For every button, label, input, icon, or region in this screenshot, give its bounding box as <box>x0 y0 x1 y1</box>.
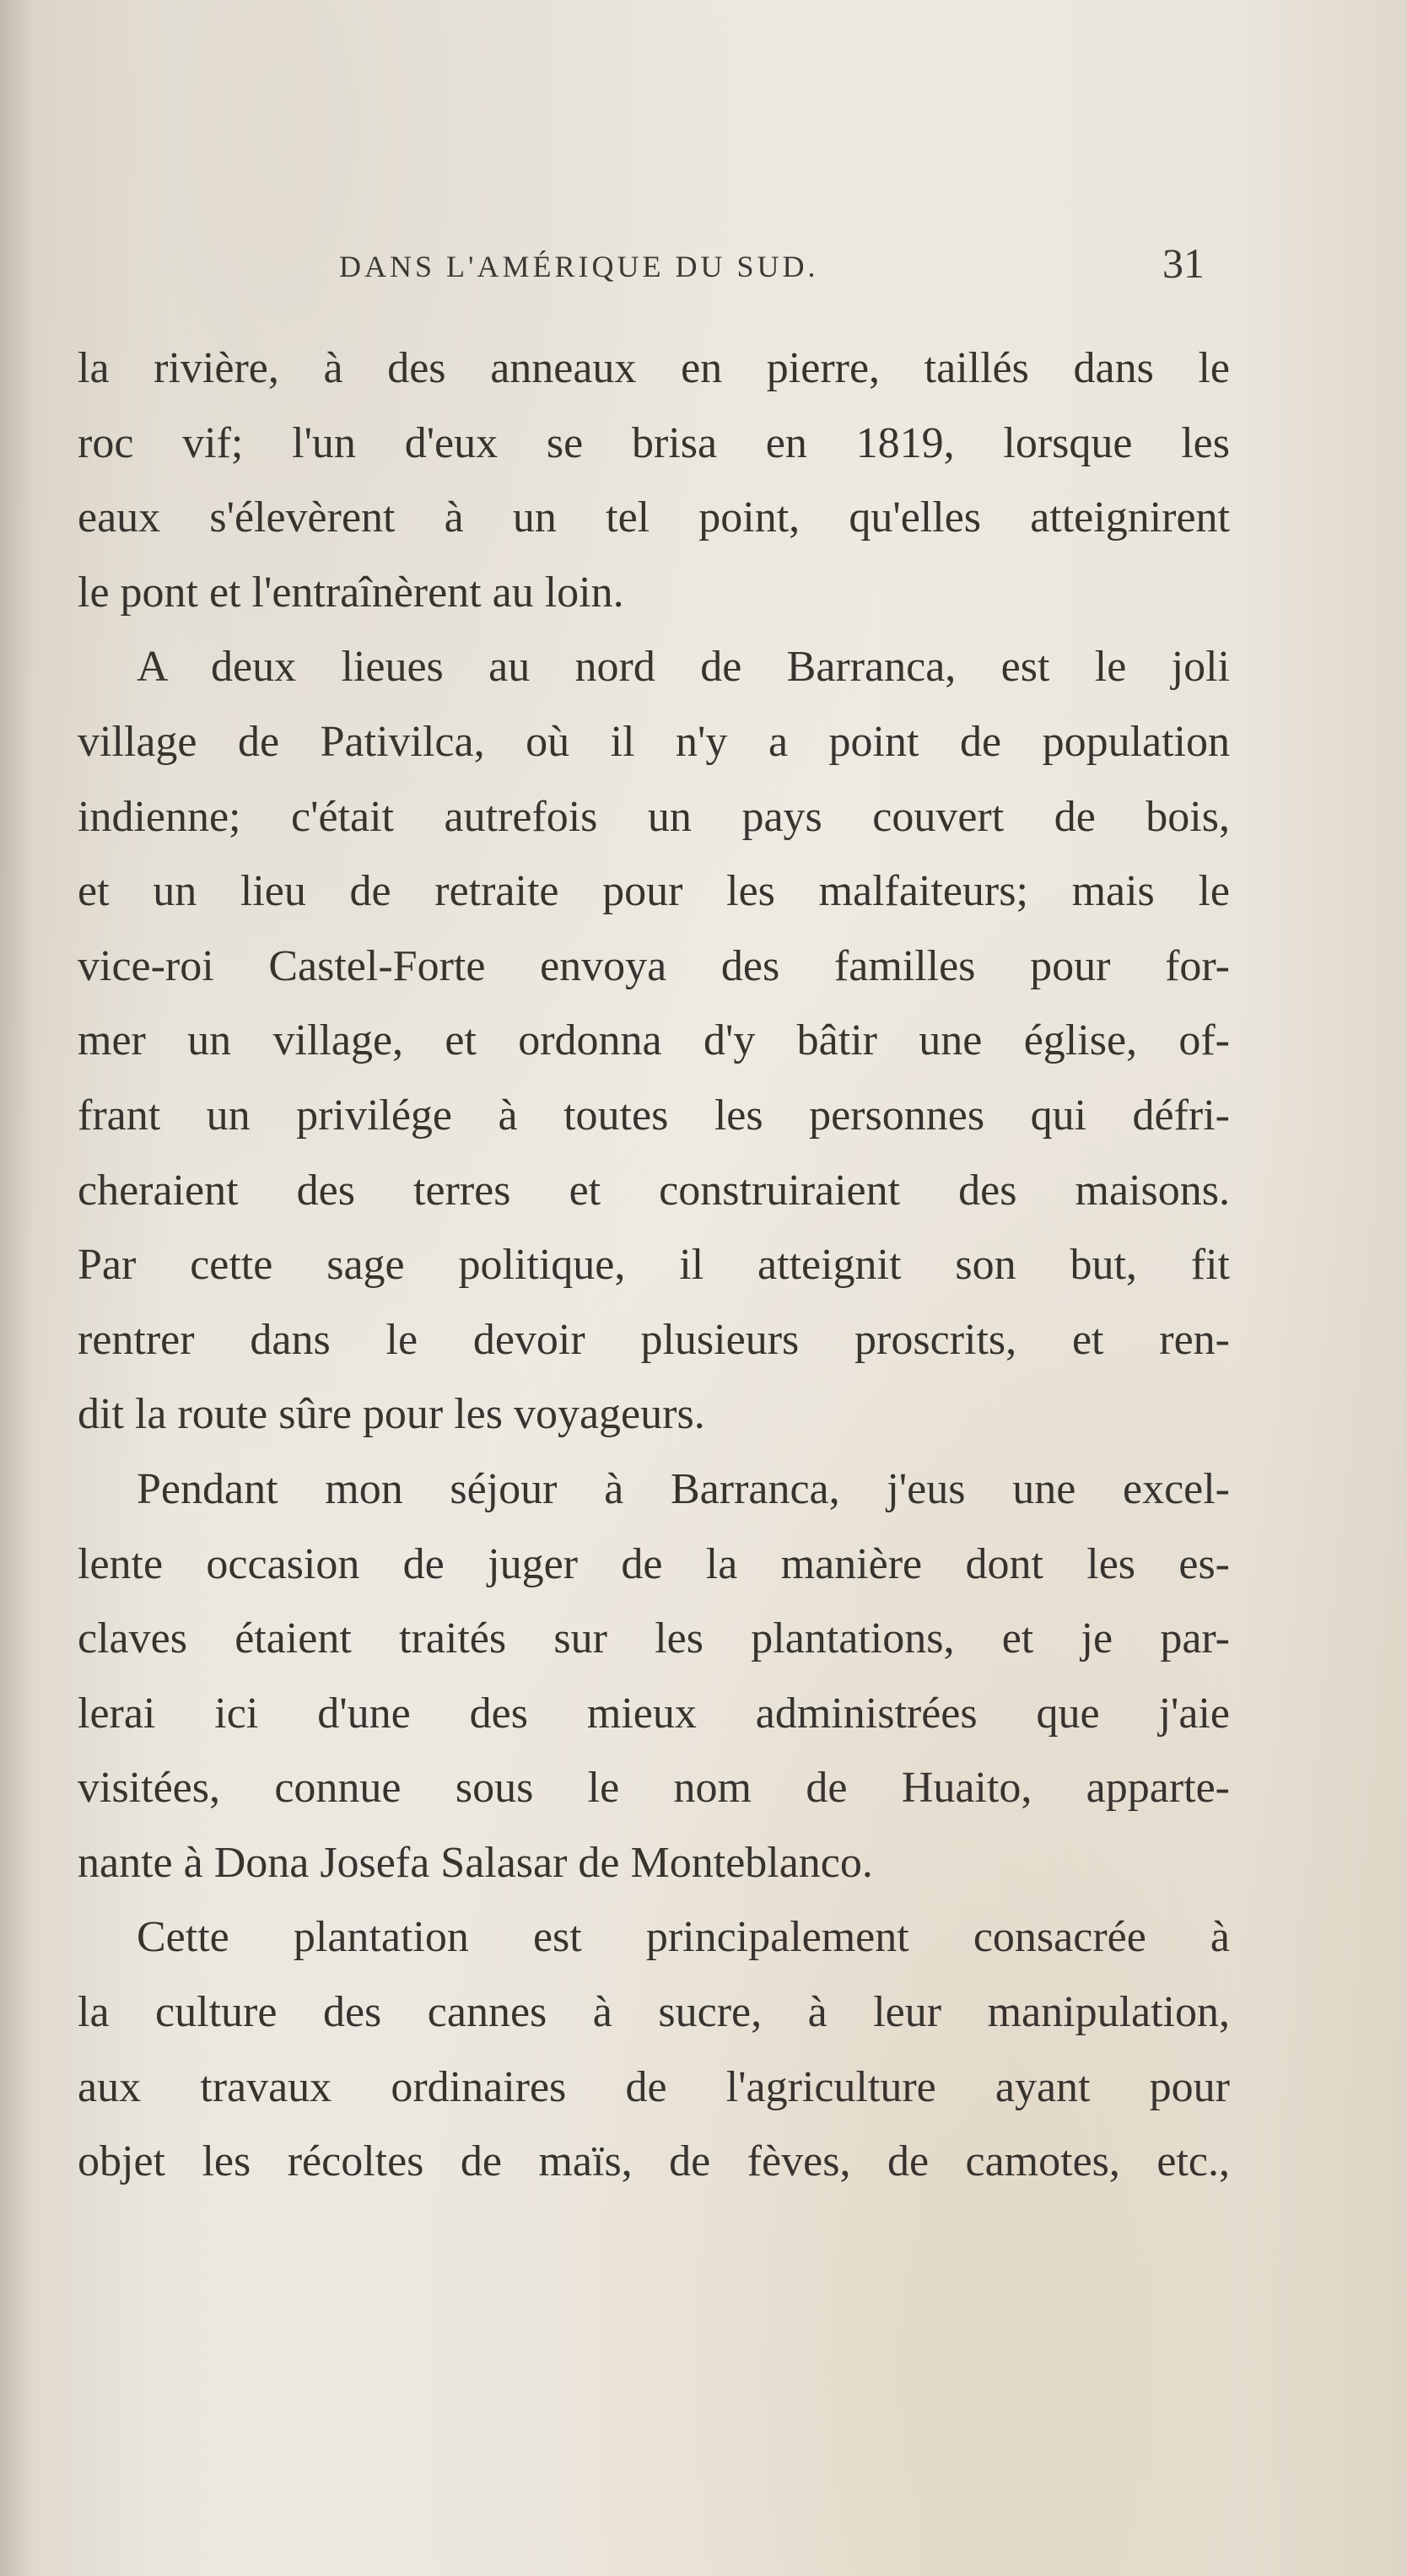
text-line: lerai ici d'une des mieux administrées que j'aie <box>78 1689 1230 1738</box>
text-line: rentrer dans le devoir plusieurs proscrits, et ren- <box>78 1315 1230 1364</box>
text-line: mer un village, et ordonna d'y bâtir une église, of- <box>78 1016 1230 1065</box>
text-line: la rivière, à des anneaux en pierre, taillés dans le <box>78 344 1230 392</box>
text-line: vice-roi Castel-Forte envoya des familles pour for- <box>78 941 1230 990</box>
text-line: visitées, connue sous le nom de Huaito, apparte- <box>78 1764 1230 1813</box>
text-line: lente occasion de juger de la manière dont les es- <box>78 1539 1230 1588</box>
text-line: aux travaux ordinaires de l'agriculture ayant pour <box>78 2062 1230 2111</box>
text-line: frant un privilége à toutes les personnes qui défri- <box>78 1091 1230 1140</box>
text-line: indienne; c'était autrefois un pays couvert de bois, <box>78 792 1230 841</box>
text-line: Par cette sage politique, il atteignit son but, fit <box>78 1241 1230 1290</box>
text-line: eaux s'élevèrent à un tel point, qu'elles atteignirent <box>78 493 1230 542</box>
text-line: claves étaient traités sur les plantations, et je par- <box>78 1614 1230 1663</box>
page-number: 31 <box>1162 240 1205 287</box>
text-line: Cette plantation est principalement consacrée à <box>137 1913 1230 1962</box>
text-line: nante à Dona Josefa Salasar de Monteblanco. <box>78 1838 873 1887</box>
text-line: roc vif; l'un d'eux se brisa en 1819, lorsque les <box>78 418 1230 467</box>
running-head: DANS L'AMÉRIQUE DU SUD. <box>339 250 819 283</box>
text-line: objet les récoltes de maïs, de fèves, de camotes, etc., <box>78 2137 1230 2186</box>
text-line: le pont et l'entraînèrent au loin. <box>78 568 624 617</box>
text-line: cheraient des terres et construiraient des maisons. <box>78 1166 1230 1215</box>
text-line: Pendant mon séjour à Barranca, j'eus une excel- <box>137 1464 1230 1513</box>
text-line: dit la route sûre pour les voyageurs. <box>78 1390 705 1439</box>
text-line: village de Pativilca, où il n'y a point de population <box>78 717 1230 766</box>
text-line: la culture des cannes à sucre, à leur manipulation, <box>78 1988 1230 2037</box>
text-line: et un lieu de retraite pour les malfaiteurs; mais le <box>78 867 1230 916</box>
body-text <box>78 331 1230 2200</box>
page-gutter-shadow <box>0 0 34 2576</box>
text-line: A deux lieues au nord de Barranca, est le joli <box>137 643 1230 692</box>
